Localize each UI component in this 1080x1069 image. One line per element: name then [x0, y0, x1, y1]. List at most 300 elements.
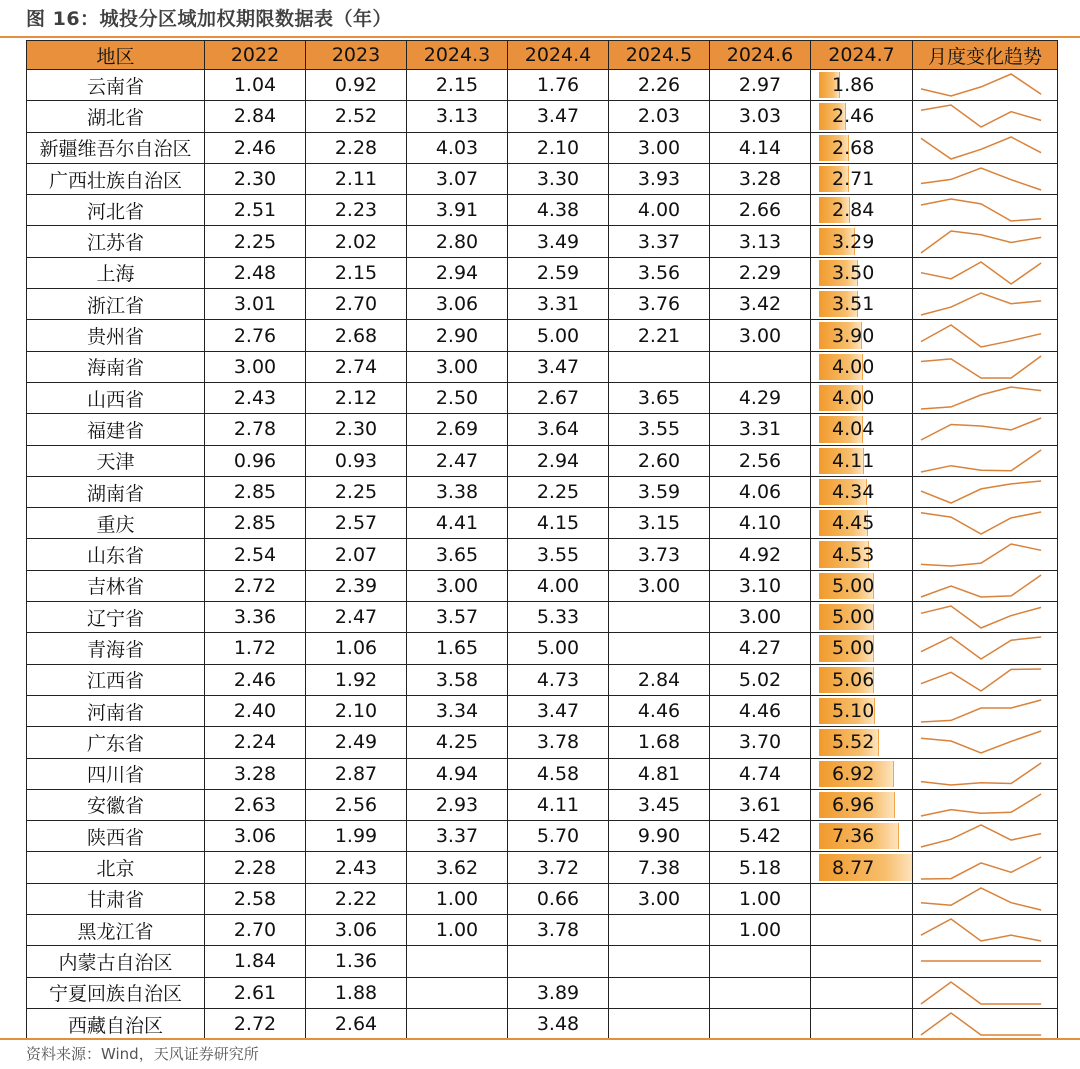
value-cell: 5.00 — [508, 633, 609, 664]
value-cell: 2.22 — [306, 883, 407, 914]
value-cell: 2.84 — [609, 664, 710, 695]
value-cell: 2.28 — [306, 132, 407, 163]
value-cell — [609, 602, 710, 633]
trend-cell — [913, 915, 1058, 946]
trend-sparkline — [913, 383, 1057, 413]
trend-cell — [913, 70, 1058, 101]
value-cell: 2.87 — [306, 758, 407, 789]
value-cell: 3.48 — [508, 1008, 609, 1039]
value-cell — [609, 633, 710, 664]
trend-sparkline — [913, 759, 1057, 789]
value-cell: 4.00 — [508, 570, 609, 601]
value-cell: 2.56 — [710, 445, 811, 476]
region-cell: 山西省 — [27, 382, 205, 413]
bar-value-label: 4.34 — [832, 481, 875, 503]
trend-sparkline — [913, 571, 1057, 601]
value-cell: 3.56 — [609, 257, 710, 288]
value-cell: 3.65 — [407, 539, 508, 570]
value-cell: 1.84 — [205, 946, 306, 977]
value-cell: 3.64 — [508, 414, 609, 445]
trend-cell — [913, 664, 1058, 695]
value-cell: 3.30 — [508, 163, 609, 194]
bar-value-label: 7.36 — [832, 825, 875, 848]
table-row — [27, 883, 1058, 914]
value-cell: 4.10 — [710, 508, 811, 539]
value-cell: 4.29 — [710, 382, 811, 413]
trend-cell — [913, 320, 1058, 351]
trend-sparkline — [913, 884, 1057, 914]
table-row — [27, 163, 1058, 194]
region-cell: 重庆 — [27, 508, 205, 539]
region-cell: 西藏自治区 — [27, 1008, 205, 1039]
value-cell: 4.27 — [710, 633, 811, 664]
value-cell: 2.85 — [205, 508, 306, 539]
value-cell: 4.58 — [508, 758, 609, 789]
value-cell: 2.11 — [306, 163, 407, 194]
bar-cell — [811, 977, 913, 1008]
value-cell: 1.00 — [407, 883, 508, 914]
bar-cell — [811, 946, 913, 977]
trend-sparkline — [913, 352, 1057, 382]
bar-cell — [811, 508, 913, 539]
trend-cell — [913, 351, 1058, 382]
value-cell: 3.89 — [508, 977, 609, 1008]
trend-line — [921, 857, 1041, 879]
value-cell — [609, 1008, 710, 1039]
bar-cell — [811, 320, 913, 351]
value-cell: 3.78 — [508, 915, 609, 946]
value-cell — [407, 1008, 508, 1039]
trend-line — [921, 168, 1041, 190]
trend-sparkline — [913, 633, 1057, 663]
table-row — [27, 257, 1058, 288]
trend-sparkline — [913, 915, 1057, 945]
trend-sparkline — [913, 164, 1057, 194]
value-cell: 4.03 — [407, 132, 508, 163]
region-cell: 湖北省 — [27, 101, 205, 132]
bar-cell — [811, 821, 913, 852]
trend-cell — [913, 257, 1058, 288]
value-cell — [710, 946, 811, 977]
value-cell: 2.25 — [508, 476, 609, 507]
bar-cell — [811, 852, 913, 883]
col-header-2024-4: 2024.4 — [508, 41, 609, 70]
value-cell: 1.99 — [306, 821, 407, 852]
bar-value-label: 5.10 — [832, 700, 875, 723]
bar-value-label: 6.92 — [832, 762, 875, 785]
value-cell: 2.02 — [306, 226, 407, 257]
value-cell: 2.90 — [407, 320, 508, 351]
table-row — [27, 476, 1058, 507]
region-cell: 陕西省 — [27, 821, 205, 852]
trend-line — [921, 450, 1041, 472]
trend-sparkline — [913, 790, 1057, 820]
trend-line — [921, 731, 1041, 753]
value-cell: 2.59 — [508, 257, 609, 288]
value-cell: 2.24 — [205, 727, 306, 758]
region-cell: 云南省 — [27, 70, 205, 101]
source-note: 资料来源：Wind，天风证券研究所 — [26, 1045, 259, 1063]
value-cell: 2.30 — [306, 414, 407, 445]
table-row — [27, 289, 1058, 320]
value-cell: 2.39 — [306, 570, 407, 601]
table-body — [27, 70, 1058, 1040]
value-cell: 3.10 — [710, 570, 811, 601]
value-cell: 2.40 — [205, 695, 306, 726]
region-cell: 广西壮族自治区 — [27, 163, 205, 194]
bar-cell — [811, 570, 913, 601]
value-cell: 0.66 — [508, 883, 609, 914]
value-cell: 2.57 — [306, 508, 407, 539]
value-cell: 2.21 — [609, 320, 710, 351]
value-cell — [609, 977, 710, 1008]
value-cell: 3.07 — [407, 163, 508, 194]
trend-line — [921, 544, 1041, 566]
trend-line — [921, 825, 1041, 847]
region-cell: 青海省 — [27, 633, 205, 664]
value-cell: 2.52 — [306, 101, 407, 132]
value-cell: 1.36 — [306, 946, 407, 977]
region-cell: 四川省 — [27, 758, 205, 789]
table-row — [27, 508, 1058, 539]
trend-sparkline — [913, 289, 1057, 319]
bar-cell — [811, 789, 913, 820]
value-cell: 1.88 — [306, 977, 407, 1008]
value-cell: 4.46 — [609, 695, 710, 726]
value-cell: 1.68 — [609, 727, 710, 758]
value-cell: 4.15 — [508, 508, 609, 539]
trend-line — [921, 637, 1041, 659]
table-row — [27, 570, 1058, 601]
value-cell: 5.42 — [710, 821, 811, 852]
bar-value-label: 4.11 — [832, 449, 875, 472]
trend-cell — [913, 946, 1058, 977]
region-cell: 贵州省 — [27, 320, 205, 351]
value-cell: 5.00 — [508, 320, 609, 351]
bar-value-label: 5.00 — [832, 606, 875, 629]
region-cell: 江西省 — [27, 664, 205, 695]
trend-cell — [913, 101, 1058, 132]
trend-cell — [913, 226, 1058, 257]
trend-cell — [913, 132, 1058, 163]
value-cell: 1.00 — [710, 915, 811, 946]
value-cell: 3.06 — [205, 821, 306, 852]
bar-cell — [811, 132, 913, 163]
value-cell — [609, 915, 710, 946]
value-cell: 0.92 — [306, 70, 407, 101]
value-cell: 4.38 — [508, 195, 609, 226]
value-cell: 2.10 — [306, 695, 407, 726]
value-cell: 2.70 — [306, 289, 407, 320]
value-cell: 3.31 — [710, 414, 811, 445]
trend-sparkline — [913, 665, 1057, 695]
table-row — [27, 946, 1058, 977]
bar-cell — [811, 289, 913, 320]
table-row — [27, 602, 1058, 633]
bar-value-label: 4.04 — [832, 418, 875, 441]
table-row — [27, 445, 1058, 476]
col-header-2023: 2023 — [306, 41, 407, 70]
value-cell: 3.06 — [407, 289, 508, 320]
trend-cell — [913, 821, 1058, 852]
bar-value-label: 6.96 — [832, 793, 875, 816]
value-cell: 2.30 — [205, 163, 306, 194]
trend-line — [921, 231, 1041, 253]
table-row — [27, 414, 1058, 445]
value-cell: 3.13 — [407, 101, 508, 132]
trend-sparkline — [913, 1009, 1057, 1039]
table-row — [27, 195, 1058, 226]
value-cell: 2.66 — [710, 195, 811, 226]
bar-cell — [811, 476, 913, 507]
trend-cell — [913, 289, 1058, 320]
value-cell: 2.15 — [306, 257, 407, 288]
value-cell: 2.46 — [205, 132, 306, 163]
value-cell: 2.28 — [205, 852, 306, 883]
value-cell: 3.28 — [205, 758, 306, 789]
trend-line — [921, 669, 1041, 691]
value-cell: 2.97 — [710, 70, 811, 101]
table-row — [27, 633, 1058, 664]
trend-cell — [913, 476, 1058, 507]
value-cell: 3.00 — [407, 351, 508, 382]
value-cell: 2.61 — [205, 977, 306, 1008]
trend-line — [921, 763, 1041, 785]
value-cell: 2.46 — [205, 664, 306, 695]
table-row — [27, 351, 1058, 382]
trend-sparkline — [913, 602, 1057, 632]
value-cell: 2.60 — [609, 445, 710, 476]
trend-line — [921, 418, 1041, 440]
trend-cell — [913, 883, 1058, 914]
value-cell: 3.42 — [710, 289, 811, 320]
region-cell: 浙江省 — [27, 289, 205, 320]
bar-cell — [811, 664, 913, 695]
value-cell: 4.81 — [609, 758, 710, 789]
table-row — [27, 727, 1058, 758]
trend-line — [921, 325, 1041, 347]
bar-cell — [811, 602, 913, 633]
value-cell: 3.00 — [710, 320, 811, 351]
value-cell: 4.06 — [710, 476, 811, 507]
bar-cell — [811, 70, 913, 101]
bar-cell — [811, 101, 913, 132]
trend-line — [921, 919, 1041, 941]
bar-value-label: 5.06 — [832, 668, 875, 691]
bar-value-label: 1.86 — [832, 74, 875, 97]
value-cell: 4.11 — [508, 789, 609, 820]
bar-value-label: 5.52 — [832, 731, 875, 754]
bar-value-label: 2.71 — [832, 168, 875, 191]
trend-sparkline — [913, 946, 1057, 976]
region-cell: 广东省 — [27, 727, 205, 758]
figure-title: 图 16：城投分区域加权期限数据表（年） — [26, 8, 393, 30]
table-row — [27, 977, 1058, 1008]
region-cell: 湖南省 — [27, 476, 205, 507]
value-cell: 2.64 — [306, 1008, 407, 1039]
bar-cell — [811, 351, 913, 382]
value-cell: 3.00 — [407, 570, 508, 601]
value-cell: 2.80 — [407, 226, 508, 257]
bar-value-label: 4.45 — [832, 512, 875, 535]
value-cell: 2.67 — [508, 382, 609, 413]
trend-line — [921, 700, 1041, 722]
trend-cell — [913, 1008, 1058, 1039]
value-cell: 2.26 — [609, 70, 710, 101]
bar-cell — [811, 163, 913, 194]
value-cell: 2.15 — [407, 70, 508, 101]
value-cell: 3.34 — [407, 695, 508, 726]
value-cell: 3.49 — [508, 226, 609, 257]
table-row — [27, 789, 1058, 820]
value-cell: 4.94 — [407, 758, 508, 789]
value-cell: 2.72 — [205, 570, 306, 601]
value-cell: 1.72 — [205, 633, 306, 664]
trend-line — [921, 982, 1041, 1004]
trend-sparkline — [913, 70, 1057, 100]
value-cell: 1.76 — [508, 70, 609, 101]
trend-sparkline — [913, 227, 1057, 257]
col-header-trend: 月度变化趋势 — [913, 41, 1058, 70]
bar-cell — [811, 758, 913, 789]
table-row — [27, 101, 1058, 132]
value-cell: 7.38 — [609, 852, 710, 883]
table-row — [27, 320, 1058, 351]
value-cell: 3.70 — [710, 727, 811, 758]
bar-cell — [811, 915, 913, 946]
trend-sparkline — [913, 258, 1057, 288]
trend-sparkline — [913, 727, 1057, 757]
trend-cell — [913, 539, 1058, 570]
bar-cell — [811, 226, 913, 257]
trend-line — [921, 512, 1041, 534]
trend-line — [921, 1013, 1041, 1035]
region-cell: 新疆维吾尔自治区 — [27, 132, 205, 163]
value-cell: 5.02 — [710, 664, 811, 695]
region-cell: 安徽省 — [27, 789, 205, 820]
value-cell: 2.94 — [407, 257, 508, 288]
col-header-2024-6: 2024.6 — [710, 41, 811, 70]
value-cell: 4.14 — [710, 132, 811, 163]
value-cell: 4.41 — [407, 508, 508, 539]
value-cell: 2.94 — [508, 445, 609, 476]
bar-cell — [811, 414, 913, 445]
bar-value-label: 3.50 — [832, 261, 875, 284]
region-cell: 海南省 — [27, 351, 205, 382]
trend-cell — [913, 602, 1058, 633]
value-cell: 3.00 — [710, 602, 811, 633]
value-cell: 3.47 — [508, 101, 609, 132]
bar-value-label: 3.90 — [832, 324, 875, 347]
value-cell — [710, 1008, 811, 1039]
trend-sparkline — [913, 477, 1057, 507]
value-cell: 3.78 — [508, 727, 609, 758]
header-row — [27, 41, 1058, 70]
bar-cell — [811, 727, 913, 758]
value-cell: 3.37 — [407, 821, 508, 852]
trend-line — [921, 105, 1041, 127]
value-cell: 1.06 — [306, 633, 407, 664]
value-cell: 3.57 — [407, 602, 508, 633]
value-cell: 3.93 — [609, 163, 710, 194]
trend-line — [921, 262, 1041, 284]
bar-cell — [811, 195, 913, 226]
value-cell: 2.50 — [407, 382, 508, 413]
value-cell: 3.28 — [710, 163, 811, 194]
value-cell: 2.84 — [205, 101, 306, 132]
region-cell: 吉林省 — [27, 570, 205, 601]
value-cell: 3.31 — [508, 289, 609, 320]
bar-cell — [811, 1008, 913, 1039]
bottom-rule — [0, 1038, 1080, 1040]
value-cell: 3.37 — [609, 226, 710, 257]
value-cell: 2.69 — [407, 414, 508, 445]
bar-value-label: 2.68 — [832, 136, 875, 159]
region-cell: 宁夏回族自治区 — [27, 977, 205, 1008]
value-cell: 2.25 — [205, 226, 306, 257]
table-row — [27, 664, 1058, 695]
value-cell: 3.55 — [609, 414, 710, 445]
trend-cell — [913, 977, 1058, 1008]
region-cell: 内蒙古自治区 — [27, 946, 205, 977]
value-cell: 4.73 — [508, 664, 609, 695]
trend-line — [921, 199, 1041, 221]
value-cell: 1.92 — [306, 664, 407, 695]
value-cell: 2.78 — [205, 414, 306, 445]
value-cell: 2.25 — [306, 476, 407, 507]
trend-line — [921, 481, 1041, 503]
value-cell: 3.38 — [407, 476, 508, 507]
value-cell: 4.00 — [609, 195, 710, 226]
trend-sparkline — [913, 446, 1057, 476]
value-cell: 4.46 — [710, 695, 811, 726]
value-cell: 1.00 — [710, 883, 811, 914]
trend-sparkline — [913, 853, 1057, 883]
region-cell: 河南省 — [27, 695, 205, 726]
table-row — [27, 539, 1058, 570]
bar-value-label: 2.84 — [832, 199, 875, 222]
table-row — [27, 758, 1058, 789]
value-cell: 2.49 — [306, 727, 407, 758]
bar-cell — [811, 633, 913, 664]
value-cell: 2.47 — [407, 445, 508, 476]
value-cell: 3.61 — [710, 789, 811, 820]
col-header-2024-7: 2024.7 — [811, 41, 913, 70]
table-row — [27, 1008, 1058, 1039]
value-cell: 3.76 — [609, 289, 710, 320]
value-cell: 2.72 — [205, 1008, 306, 1039]
value-cell: 5.18 — [710, 852, 811, 883]
value-cell — [407, 946, 508, 977]
trend-line — [921, 794, 1041, 816]
value-cell: 3.59 — [609, 476, 710, 507]
top-rule — [0, 36, 1080, 38]
trend-line — [921, 387, 1041, 409]
value-cell: 3.65 — [609, 382, 710, 413]
value-cell — [609, 351, 710, 382]
trend-sparkline — [913, 195, 1057, 225]
value-cell: 3.91 — [407, 195, 508, 226]
col-header-region: 地区 — [27, 41, 205, 70]
value-cell: 3.58 — [407, 664, 508, 695]
value-cell — [609, 946, 710, 977]
region-cell: 山东省 — [27, 539, 205, 570]
trend-cell — [913, 508, 1058, 539]
value-cell: 2.07 — [306, 539, 407, 570]
region-cell: 江苏省 — [27, 226, 205, 257]
value-cell: 2.58 — [205, 883, 306, 914]
value-cell: 3.00 — [609, 883, 710, 914]
